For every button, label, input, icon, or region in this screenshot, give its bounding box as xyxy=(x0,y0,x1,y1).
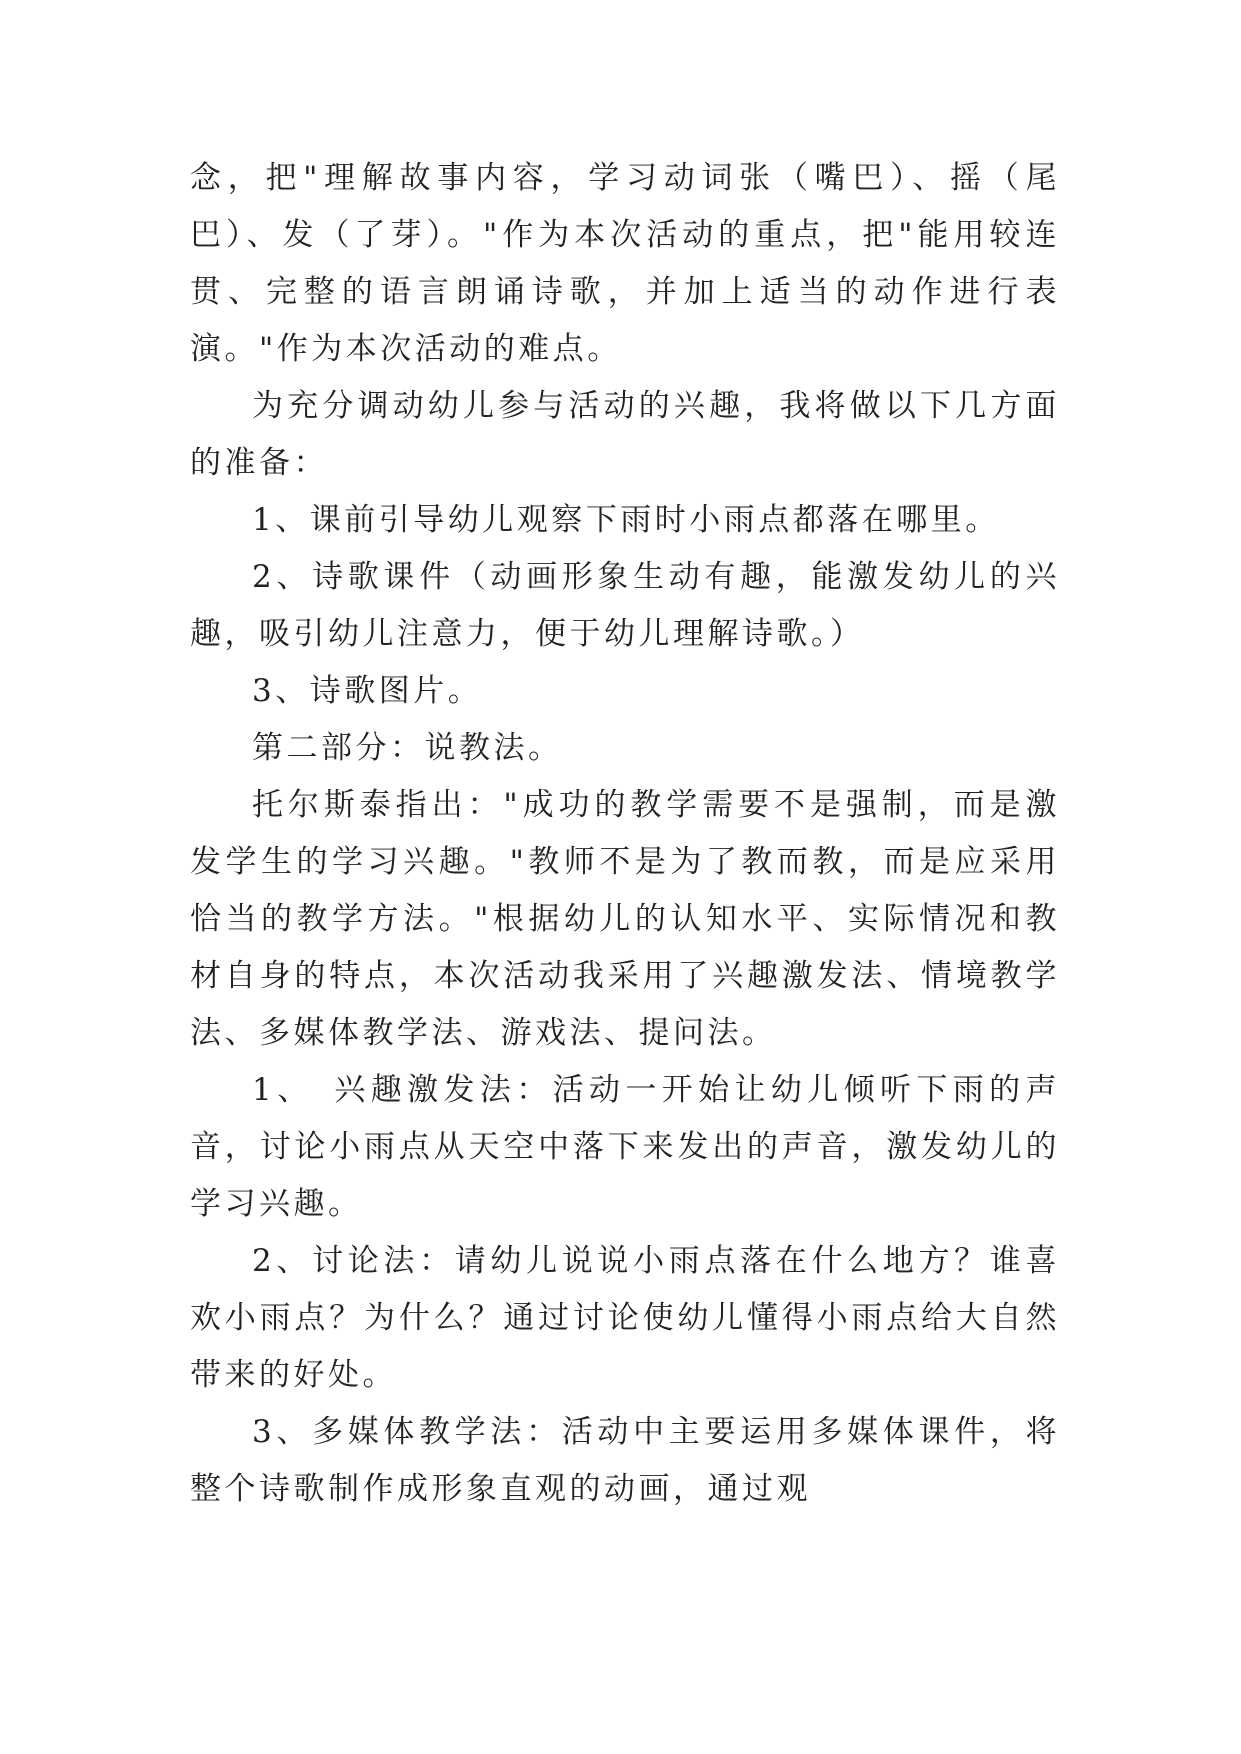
paragraph-5: 3、诗歌图片。 xyxy=(252,673,483,709)
paragraph-1: 念，把"理解故事内容，学习动词张（嘴巴）、摇（尾巴）、发（了芽）。"作为本次活动的重点，把"能用较连贯、完整的语言朗诵诗歌，并加上适当的动作进行表演。"作为本次活动的难点。 xyxy=(190,160,1060,367)
paragraph-7: 托尔斯泰指出："成功的教学需要不是强制，而是激发学生的学习兴趣。"教师不是为了教而教，而是应采用恰当的教学方法。"根据幼儿的认知水平、实际情况和教材自身的特点，本次活动我采用了兴趣激发法、情境教学法、多媒体教学法、游戏法、提问法。 xyxy=(190,787,1060,1051)
paragraph-4: 2、诗歌课件（动画形象生动有趣，能激发幼儿的兴趣，吸引幼儿注意力，便于幼儿理解诗歌。） xyxy=(190,559,1060,652)
document-body xyxy=(190,150,1060,1518)
section-heading: 第二部分：说教法。 xyxy=(252,730,563,766)
paragraph-9: 2、讨论法：请幼儿说说小雨点落在什么地方？谁喜欢小雨点？为什么？通过讨论使幼儿懂得小雨点给大自然带来的好处。 xyxy=(190,1243,1060,1393)
paragraph-2: 为充分调动幼儿参与活动的兴趣，我将做以下几方面的准备： xyxy=(190,388,1060,481)
paragraph-3: 1、课前引导幼儿观察下雨时小雨点都落在哪里。 xyxy=(252,502,1000,538)
paragraph-10: 3、多媒体教学法：活动中主要运用多媒体课件，将整个诗歌制作成形象直观的动画，通过观 xyxy=(190,1414,1060,1507)
paragraph-8: 1、 兴趣激发法：活动一开始让幼儿倾听下雨的声音，讨论小雨点从天空中落下来发出的声音，激发幼儿的学习兴趣。 xyxy=(190,1072,1060,1222)
